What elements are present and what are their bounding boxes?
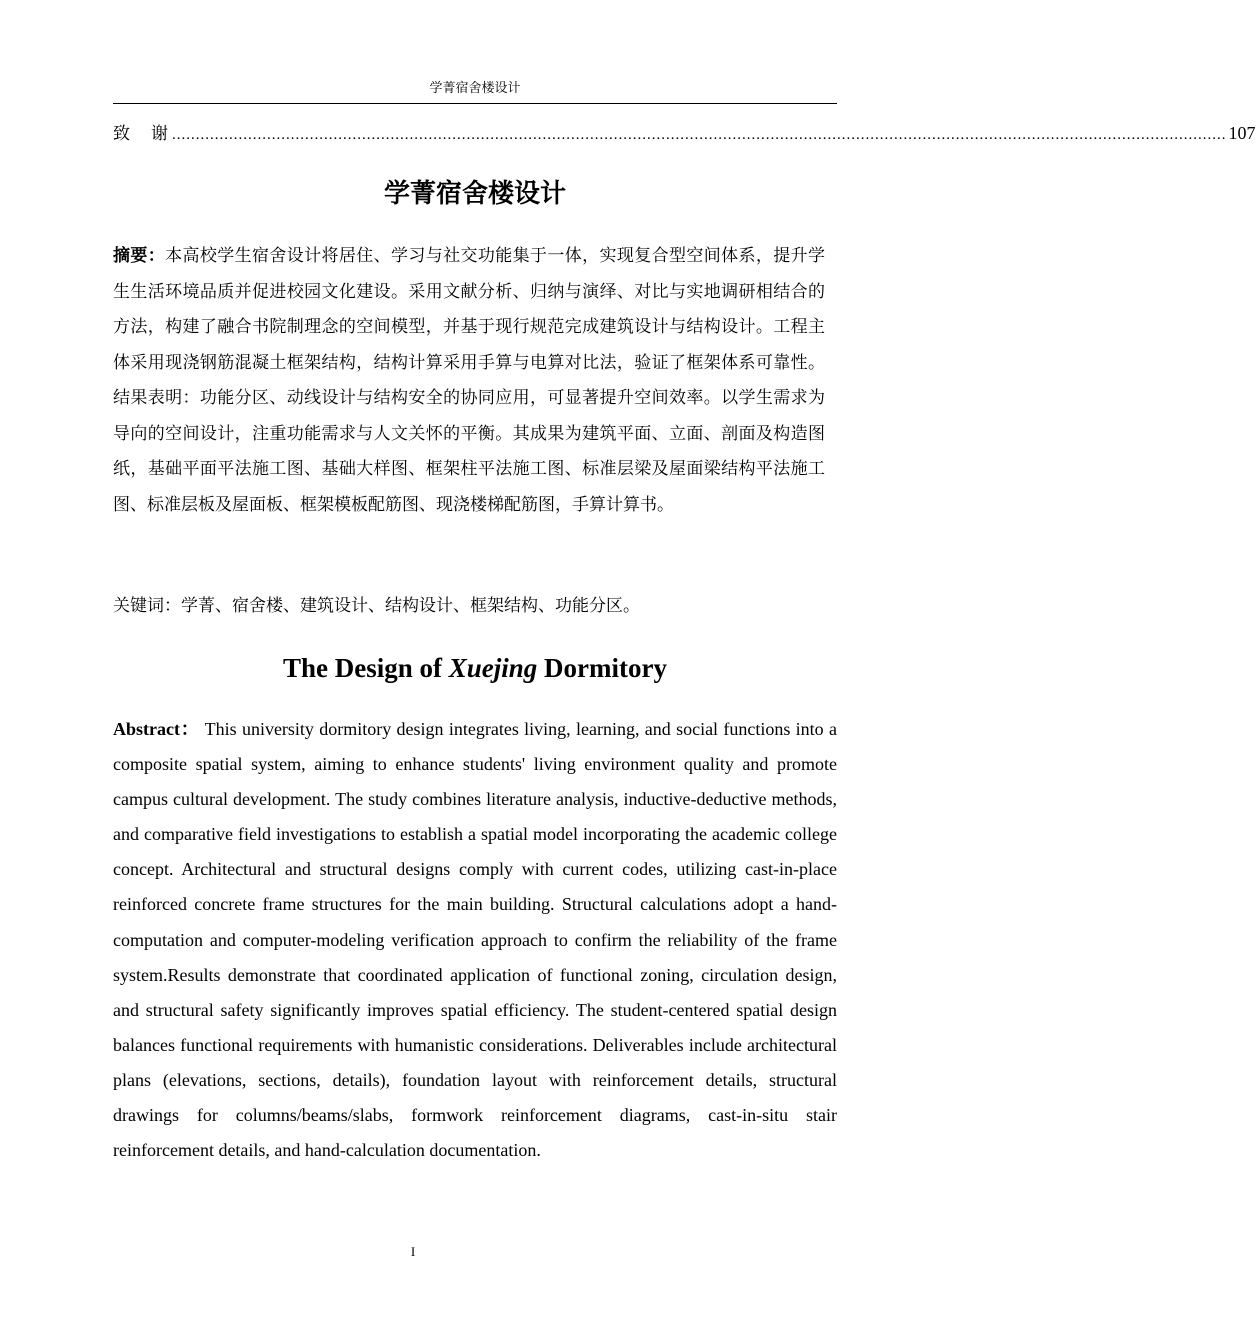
- english-title: [113, 648, 837, 688]
- toc-entry-acknowledgements[interactable]: [113, 120, 1256, 144]
- english-abstract-label: Abstract：: [113, 719, 200, 739]
- header-rule: [113, 103, 837, 104]
- page-number: I: [410, 1244, 416, 1259]
- english-abstract: [113, 712, 837, 1168]
- english-abstract-text: This university dormitory design integrates living, learning, and social functions into a composite spatial system, aiming to enhance students' living environment quality and promote campus cultural development. The study combines literature analysis, inductive-deductive methods, and comparative field investigations to establish a spatial model incorporating the academic college concept. Architectural and structural designs comply with current codes, utilizing cast-in-place reinforced concrete frame structures for the main building. Structural calculations adopt a hand-computation and computer-modeling verification approach to confirm the reliability of the frame system.Results demonstrate that coordinated application of functional zoning, circulation design, and structural safety significantly improves spatial efficiency. The student-centered spatial design balances functional requirements with humanistic considerations. Deliverables include architectural plans (elevations, sections, details), foundation layout with reinforcement details, structural drawings for columns/beams/slabs, formwork reinforcement diagrams, cast-in-situ stair reinforcement details, and hand-calculation documentation.: [113, 719, 837, 1161]
- toc-entry-page: 107: [1228, 123, 1256, 143]
- chinese-abstract-label: 摘要：: [113, 246, 166, 266]
- chinese-abstract: [113, 239, 825, 523]
- chinese-abstract-text: 本高校学生宿舍设计将居住、学习与社交功能集于一体，实现复合型空间体系，提升学生生活环境品质并促进校园文化建设。采用文献分析、归纳与演绎、对比与实地调研相结合的方法，构建了融合书院制理念的空间模型，并基于现行规范完成建筑设计与结构设计。工程主体采用现浇钢筋混凝土框架结构，结构计算采用手算与电算对比法，验证了框架体系可靠性。结果表明：功能分区、动线设计与结构安全的协同应用，可显著提升空间效率。以学生需求为导向的空间设计，注重功能需求与人文关怀的平衡。其成果为建筑平面、立面、剖面及构造图纸，基础平面平法施工图、基础大样图、框架柱平法施工图、标准层梁及屋面梁结构平法施工图、标准层板及屋面板、框架模板配筋图、现浇楼梯配筋图，手算计算书。: [113, 246, 825, 515]
- toc-leader-dots: ..............................................................................................................................................................................................................................: [172, 127, 1227, 143]
- english-title-prefix: The Design of: [283, 653, 449, 683]
- english-title-italic: Xuejing: [448, 653, 538, 683]
- english-title-suffix: Dormitory: [537, 653, 667, 683]
- running-header: 学菁宿舍楼设计: [429, 81, 521, 96]
- chinese-keywords: 关键词：学菁、宿舍楼、建筑设计、结构设计、框架结构、功能分区。: [113, 596, 640, 616]
- chinese-title: 学菁宿舍楼设计: [383, 179, 566, 209]
- toc-entry-label: 致 谢: [113, 124, 170, 144]
